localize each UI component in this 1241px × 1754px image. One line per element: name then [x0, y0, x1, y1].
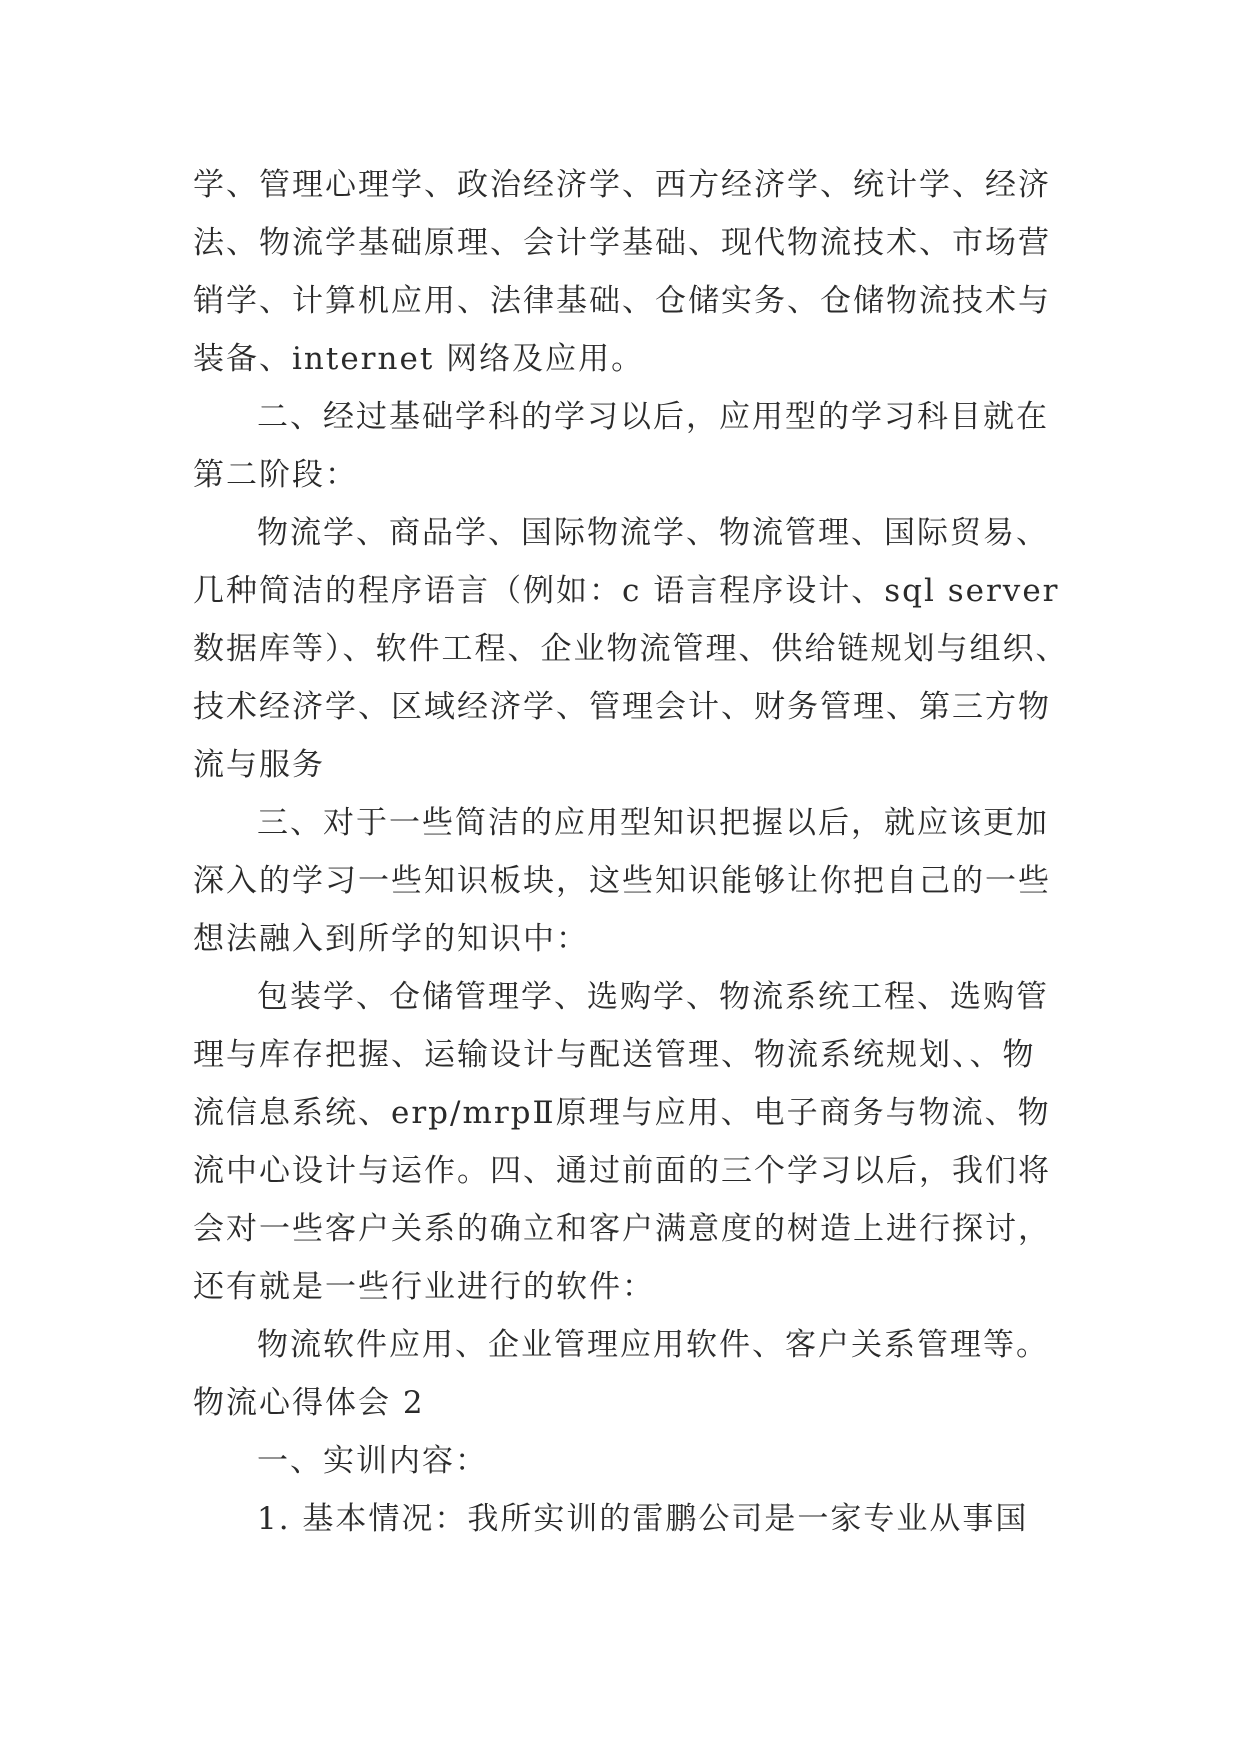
body-text	[193, 156, 1073, 1548]
text-line: 流与服务	[193, 747, 325, 783]
text-line: 第二阶段：	[193, 457, 358, 493]
section-heading: 物流心得体会 2	[193, 1385, 425, 1421]
text-line: 装备、internet 网络及应用。	[193, 341, 645, 377]
text-line: 想法融入到所学的知识中：	[193, 921, 589, 957]
text-line: 技术经济学、区域经济学、管理会计、财务管理、第三方物	[193, 689, 1051, 725]
text-line: 法、物流学基础原理、会计学基础、现代物流技术、市场营	[193, 225, 1051, 261]
text-line: 流信息系统、erp/mrpⅡ原理与应用、电子商务与物流、物	[193, 1095, 1051, 1131]
text-line: 会对一些客户关系的确立和客户满意度的树造上进行探讨，	[193, 1211, 1051, 1247]
text-line: 几种简洁的程序语言（例如：c 语言程序设计、sql server	[193, 573, 1060, 609]
text-line: 还有就是一些行业进行的软件：	[193, 1269, 655, 1305]
text-line: 包装学、仓储管理学、选购学、物流系统工程、选购管	[257, 979, 1049, 1015]
text-line: 理与库存把握、运输设计与配送管理、物流系统规划、、物	[193, 1037, 1036, 1073]
text-line: 深入的学习一些知识板块，这些知识能够让你把自己的一些	[193, 863, 1051, 899]
text-line: 流中心设计与运作。四、通过前面的三个学习以后，我们将	[193, 1153, 1051, 1189]
text-line: 物流软件应用、企业管理应用软件、客户关系管理等。	[257, 1327, 1049, 1363]
text-line: 二、经过基础学科的学习以后，应用型的学习科目就在	[257, 399, 1049, 435]
text-line: 三、对于一些简洁的应用型知识把握以后，就应该更加	[257, 805, 1049, 841]
text-line: 数据库等）、软件工程、企业物流管理、供给链规划与组织、	[193, 631, 1069, 667]
text-line: 1. 基本情况：我所实训的雷鹏公司是一家专业从事国	[257, 1501, 1029, 1537]
text-line: 学、管理心理学、政治经济学、西方经济学、统计学、经济	[193, 167, 1051, 203]
text-line: 物流学、商品学、国际物流学、物流管理、国际贸易、	[257, 515, 1049, 551]
text-line: 销学、计算机应用、法律基础、仓储实务、仓储物流技术与	[193, 283, 1051, 319]
text-line: 一、实训内容：	[257, 1443, 488, 1479]
